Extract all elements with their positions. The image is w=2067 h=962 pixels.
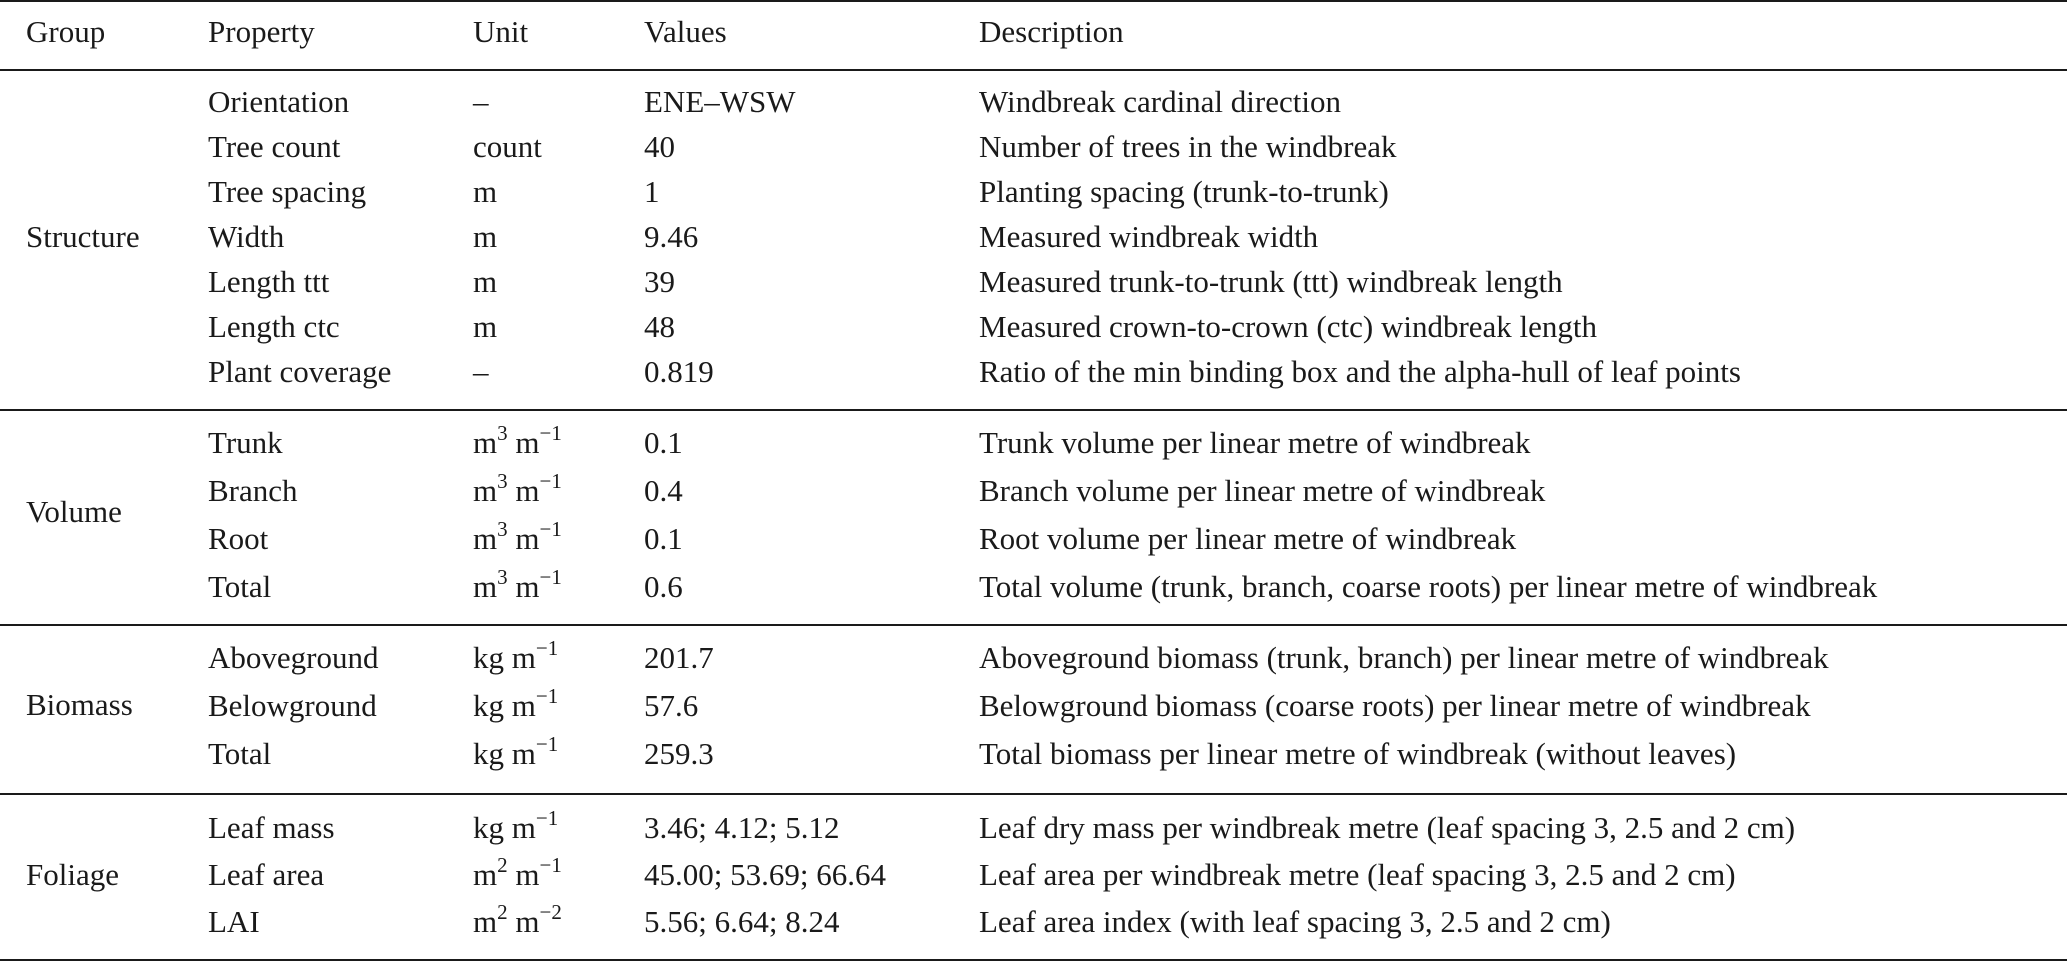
property-cell: Length ctc: [208, 309, 340, 344]
unit-cell: m: [473, 309, 498, 344]
description-cell: Leaf dry mass per windbreak metre (leaf spacing 3, 2.5 and 2 cm): [979, 810, 1796, 845]
unit-cell: $m^3$ $m^{-1}$: [473, 420, 562, 460]
description-cell: Belowground biomass (coarse roots) per linear metre of windbreak: [979, 688, 1811, 723]
property-cell: Root: [208, 521, 269, 556]
property-cell: Leaf mass: [208, 810, 335, 845]
unit-cell: count: [473, 129, 542, 164]
value-cell: 0.4: [644, 473, 683, 508]
unit-cell: m: [473, 174, 498, 209]
property-cell: Aboveground: [208, 640, 379, 675]
property-cell: Leaf area: [208, 857, 325, 892]
value-cell: 0.819: [644, 354, 714, 389]
description-cell: Total volume (trunk, branch, coarse roots) per linear metre of windbreak: [979, 569, 1878, 604]
group-label: Structure: [26, 219, 140, 254]
property-cell: Length ttt: [208, 264, 330, 299]
group-separator-rule: [0, 624, 2067, 626]
value-cell: 45.00; 53.69; 66.64: [644, 857, 886, 892]
property-cell: Belowground: [208, 688, 377, 723]
description-cell: Windbreak cardinal direction: [979, 84, 1341, 119]
group-separator-rule: [0, 793, 2067, 795]
group-label: Volume: [26, 494, 122, 529]
unit-cell: m: [473, 219, 498, 254]
unit-cell: $m^3$ $m^{-1}$: [473, 564, 562, 604]
unit-cell: $m^2$ $m^{-2}$: [473, 899, 562, 939]
value-cell: 0.1: [644, 425, 683, 460]
value-cell: 3.46; 4.12; 5.12: [644, 810, 840, 845]
description-cell: Ratio of the min binding box and the alpha-hull of leaf points: [979, 354, 1741, 389]
property-cell: Width: [208, 219, 285, 254]
value-cell: 0.1: [644, 521, 683, 556]
value-cell: 39: [644, 264, 675, 299]
description-cell: Number of trees in the windbreak: [979, 129, 1397, 164]
property-cell: Branch: [208, 473, 298, 508]
property-cell: Total: [208, 569, 272, 604]
property-cell: Trunk: [208, 425, 283, 460]
description-cell: Leaf area index (with leaf spacing 3, 2.5 and 2 cm): [979, 904, 1611, 939]
unit-cell: kg $m^{-1}$: [473, 731, 559, 771]
property-cell: Tree count: [208, 129, 341, 164]
property-cell: Orientation: [208, 84, 350, 119]
value-cell: 48: [644, 309, 675, 344]
description-cell: Leaf area per windbreak metre (leaf spacing 3, 2.5 and 2 cm): [979, 857, 1736, 892]
description-cell: Measured windbreak width: [979, 219, 1319, 254]
group-separator-rule: [0, 409, 2067, 411]
unit-cell: $m^3$ $m^{-1}$: [473, 516, 562, 556]
header-property: Property: [208, 14, 315, 49]
unit-cell: $m^3$ $m^{-1}$: [473, 468, 562, 508]
group-label: Foliage: [26, 857, 119, 892]
value-cell: 1: [644, 174, 660, 209]
unit-cell: –: [473, 354, 489, 389]
header-rule: [0, 69, 2067, 71]
unit-cell: –: [473, 84, 489, 119]
value-cell: 5.56; 6.64; 8.24: [644, 904, 840, 939]
value-cell: ENE–WSW: [644, 84, 796, 119]
header-unit: Unit: [473, 14, 529, 49]
unit-cell: kg $m^{-1}$: [473, 683, 559, 723]
unit-cell: kg $m^{-1}$: [473, 805, 559, 845]
group-label: Biomass: [26, 687, 133, 722]
description-cell: Measured trunk-to-trunk (ttt) windbreak length: [979, 264, 1563, 299]
header-group: Group: [26, 14, 106, 49]
property-cell: Tree spacing: [208, 174, 367, 209]
value-cell: 0.6: [644, 569, 683, 604]
property-cell: Total: [208, 736, 272, 771]
value-cell: 40: [644, 129, 675, 164]
unit-cell: kg $m^{-1}$: [473, 635, 559, 675]
unit-cell: m: [473, 264, 498, 299]
top-rule: [0, 0, 2067, 2]
property-cell: Plant coverage: [208, 354, 392, 389]
unit-cell: $m^2$ $m^{-1}$: [473, 852, 562, 892]
description-cell: Aboveground biomass (trunk, branch) per linear metre of windbreak: [979, 640, 1829, 675]
description-cell: Measured crown-to-crown (ctc) windbreak length: [979, 309, 1598, 344]
property-cell: LAI: [208, 904, 260, 939]
description-cell: Trunk volume per linear metre of windbreak: [979, 425, 1531, 460]
description-cell: Total biomass per linear metre of windbreak (without leaves): [979, 736, 1737, 771]
value-cell: 9.46: [644, 219, 699, 254]
header-description: Description: [979, 14, 1124, 49]
description-cell: Branch volume per linear metre of windbreak: [979, 473, 1546, 508]
value-cell: 259.3: [644, 736, 714, 771]
bottom-rule: [0, 959, 2067, 961]
description-cell: Planting spacing (trunk-to-trunk): [979, 174, 1389, 209]
header-values: Values: [644, 14, 727, 49]
value-cell: 201.7: [644, 640, 714, 675]
value-cell: 57.6: [644, 688, 699, 723]
description-cell: Root volume per linear metre of windbreak: [979, 521, 1517, 556]
